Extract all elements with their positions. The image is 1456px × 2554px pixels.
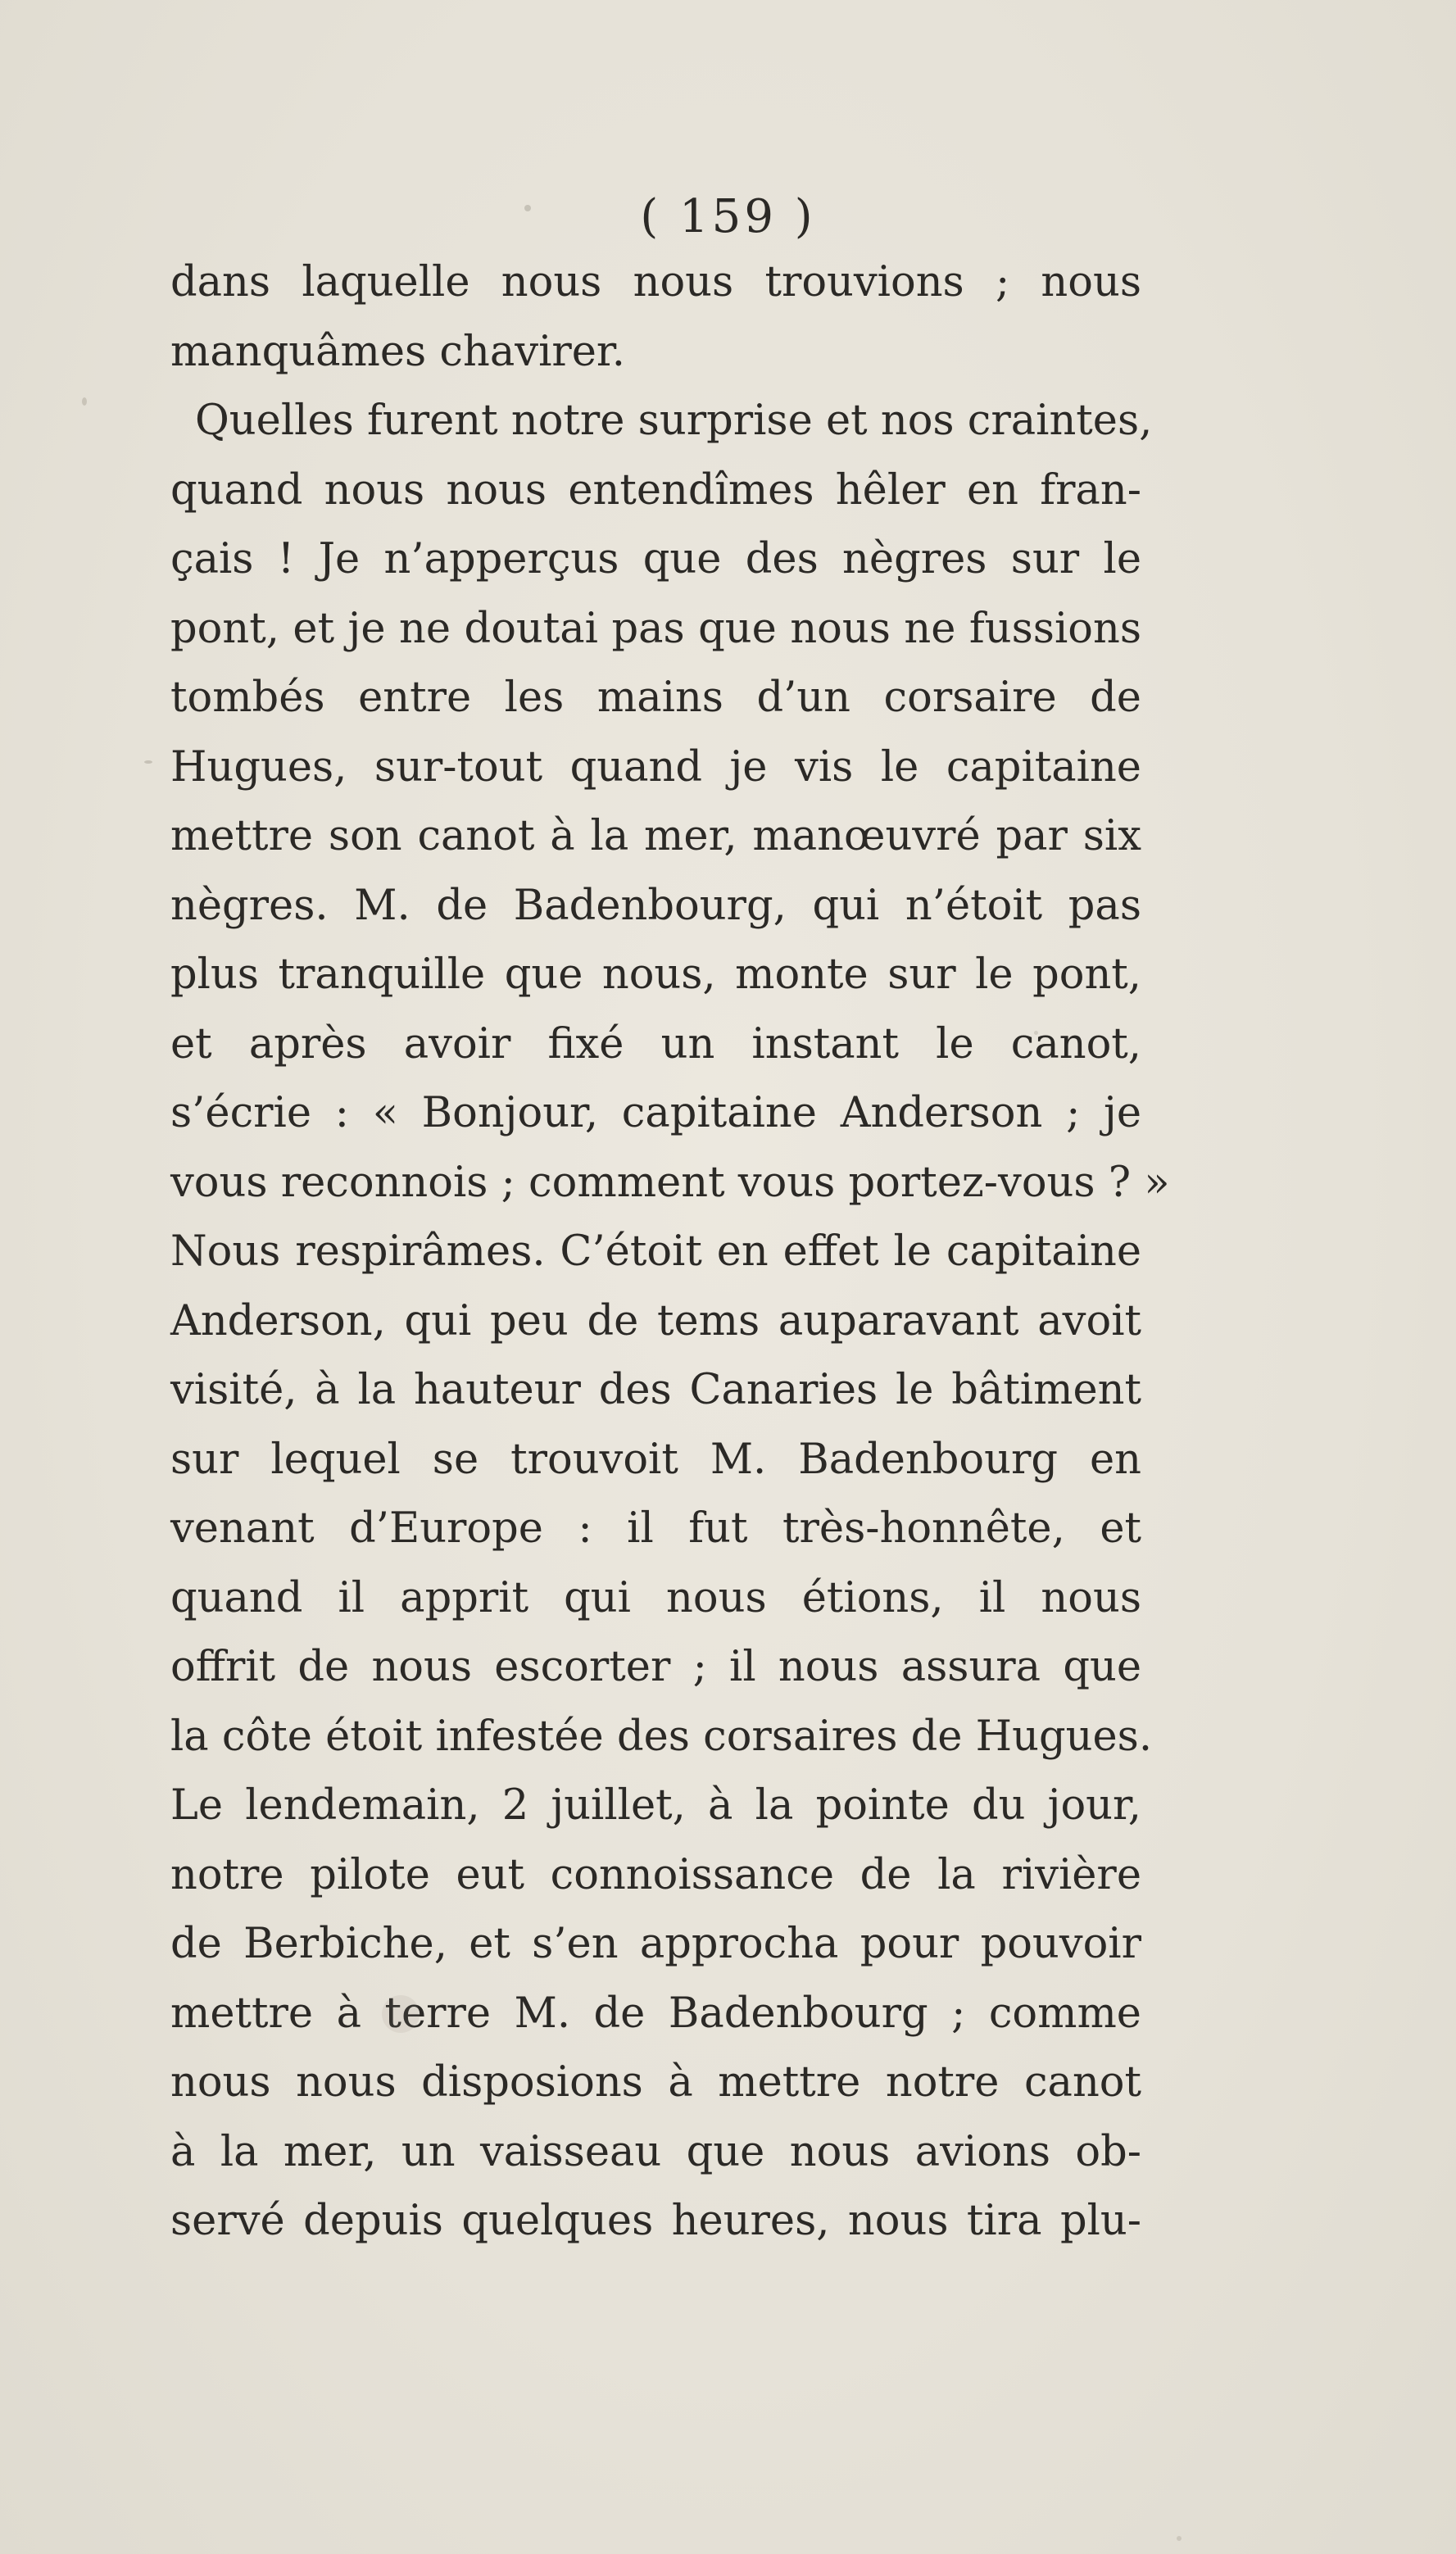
text-line-26: mettre à terre M. de Badenbourg ; comme: [170, 1989, 1141, 2038]
text-line-21: offrit de nous escorter ; il nous assura que: [170, 1643, 1141, 1691]
text-line-9: mettre son canot à la mer, manœuvré par six: [170, 812, 1141, 860]
text-line-5: çais ! Je n’apperçus que des nègres sur le: [170, 535, 1141, 583]
text-line-6: pont, et je ne doutai pas que nous ne fussions: [170, 604, 1141, 653]
paper-speck: [82, 397, 87, 406]
text-line-8: Hugues, sur-tout quand je vis le capitaine: [170, 742, 1141, 792]
text-line-14: vous reconnois ; comment vous portez-vous ? »: [170, 1158, 1170, 1207]
paper-speck: [382, 1995, 420, 2033]
text-line-17: visité, à la hauteur des Canaries le bâtiment: [170, 1366, 1141, 1414]
paper-speck: [1034, 1031, 1038, 1035]
text-line-18: sur lequel se trouvoit M. Badenbourg en: [170, 1435, 1141, 1484]
text-line-29: servé depuis quelques heures, nous tira plu-: [170, 2197, 1141, 2245]
text-line-3: Quelles furent notre surprise et nos craintes,: [195, 397, 1153, 445]
paper-speck: [144, 760, 152, 764]
body-text: [170, 248, 1170, 2257]
text-line-2: manquâmes chavirer.: [170, 327, 625, 376]
text-line-4: quand nous nous entendîmes hêler en fran-: [170, 465, 1141, 515]
text-line-23: Le lendemain, 2 juillet, à la pointe du jour,: [170, 1781, 1141, 1830]
text-line-10: nègres. M. de Badenbourg, qui n’étoit pas: [170, 881, 1141, 930]
page-number: ( 159 ): [640, 190, 816, 243]
text-line-25: de Berbiche, et s’en approcha pour pouvoir: [170, 1920, 1141, 1968]
text-line-7: tombés entre les mains d’un corsaire de: [170, 674, 1141, 722]
text-line-19: venant d’Europe : il fut très-honnête, et: [170, 1504, 1141, 1553]
text-line-12: et après avoir fixé un instant le canot,: [170, 1019, 1141, 1068]
paper-speck: [1177, 2536, 1182, 2541]
text-line-11: plus tranquille que nous, monte sur le pont,: [170, 950, 1141, 999]
text-line-20: quand il apprit qui nous étions, il nous: [170, 1573, 1141, 1622]
text-line-24: notre pilote eut connoissance de la rivière: [170, 1850, 1141, 1899]
text-line-1: dans laquelle nous nous trouvions ; nous: [170, 258, 1141, 306]
text-line-22: la côte étoit infestée des corsaires de Hugues.: [170, 1712, 1153, 1761]
paper-speck: [524, 205, 531, 211]
text-line-13: s’écrie : « Bonjour, capitaine Anderson ; je: [170, 1089, 1141, 1137]
text-line-15: Nous respirâmes. C’étoit en effet le capitaine: [170, 1227, 1141, 1276]
text-line-27: nous nous disposions à mettre notre canot: [170, 2058, 1141, 2107]
text-line-16: Anderson, qui peu de tems auparavant avoit: [170, 1296, 1141, 1345]
text-line-28: à la mer, un vaisseau que nous avions ob-: [170, 2127, 1141, 2176]
